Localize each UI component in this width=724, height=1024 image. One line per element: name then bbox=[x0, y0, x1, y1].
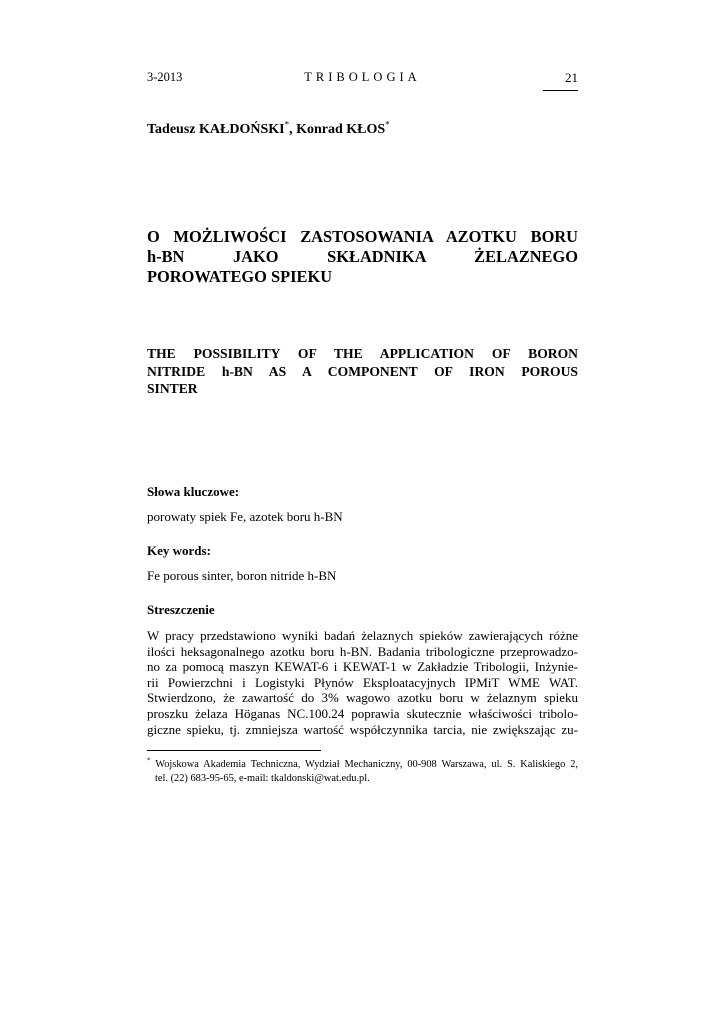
title-line: THE POSSIBILITY OF THE APPLICATION OF BORON bbox=[147, 346, 578, 361]
author-footnote-mark: * bbox=[284, 119, 290, 130]
title-english bbox=[147, 345, 578, 398]
title-line: O MOŻLIWOŚCI ZASTOSOWANIA AZOTKU BORU bbox=[147, 227, 578, 246]
footnote-text: Wojskowa Akademia Techniczna, Wydział Mechaniczny, 00-908 Warszawa, ul. S. Kaliskiego 2, bbox=[155, 759, 578, 770]
footnote-mark: * bbox=[147, 756, 151, 765]
author-separator: , bbox=[289, 122, 297, 137]
author-footnote-mark: * bbox=[385, 119, 390, 130]
title-polish bbox=[147, 227, 578, 287]
running-header bbox=[147, 70, 578, 88]
journal-name: TRIBOLOGIA bbox=[304, 70, 421, 84]
author-name: Tadeusz KAŁDOŃSKI bbox=[147, 122, 285, 137]
title-line: POROWATEGO SPIEKU bbox=[147, 267, 333, 286]
keywords-en-heading: Key words: bbox=[147, 543, 211, 558]
abstract-line: ilości heksagonalnego azotku boru h-BN. Badania tribologiczne przeprowadzo- bbox=[147, 643, 578, 659]
paper-page bbox=[147, 0, 578, 1024]
title-line: NITRIDE h-BN AS A COMPONENT OF IRON POROUS bbox=[147, 363, 578, 379]
footnote-line: tel. (22) 683-95-65, e-mail: tkaldonski@wat.edu.pl. bbox=[155, 773, 370, 784]
abstract-body bbox=[147, 628, 578, 737]
abstract-line: W pracy przedstawiono wyniki badań żelaznych spieków zawierających różne bbox=[147, 628, 578, 643]
abstract-heading: Streszczenie bbox=[147, 602, 215, 617]
page-number: 21 bbox=[565, 70, 578, 85]
abstract-line: no za pomocą maszyn KEWAT-6 i KEWAT-1 w Zakładzie Tribologii, Inżynie- bbox=[147, 659, 578, 675]
footnote-line bbox=[147, 758, 578, 772]
header-rule bbox=[543, 90, 578, 91]
abstract-line: rii Powierzchni i Logistyki Płynów Eksploatacyjnych IPMiT WME WAT. bbox=[147, 674, 578, 690]
footnote-rule bbox=[147, 750, 321, 751]
keywords-pl-heading: Słowa kluczowe: bbox=[147, 484, 240, 499]
keywords-pl-text: porowaty spiek Fe, azotek boru h-BN bbox=[147, 509, 343, 524]
abstract-line: Stwierdzono, że zawartość do 3% wagowo azotku boru w żelaznym spieku bbox=[147, 690, 578, 706]
title-line: SINTER bbox=[147, 381, 198, 396]
author-name: Konrad KŁOS bbox=[296, 122, 386, 137]
title-line: h-BN JAKO SKŁADNIKA ŻELAZNEGO bbox=[147, 247, 578, 266]
abstract-line: giczne spieku, tj. zmniejsza wartość współczynnika tarcia, nie zwiększając zu- bbox=[147, 721, 578, 737]
author-line bbox=[147, 119, 390, 138]
abstract-line: proszku żelaza Höganas NC.100.24 poprawia skutecznie właściwości tribolo- bbox=[147, 705, 578, 721]
affiliation-footnote bbox=[147, 758, 578, 786]
keywords-en-text: Fe porous sinter, boron nitride h-BN bbox=[147, 568, 337, 583]
issue-number: 3-2013 bbox=[147, 70, 183, 84]
